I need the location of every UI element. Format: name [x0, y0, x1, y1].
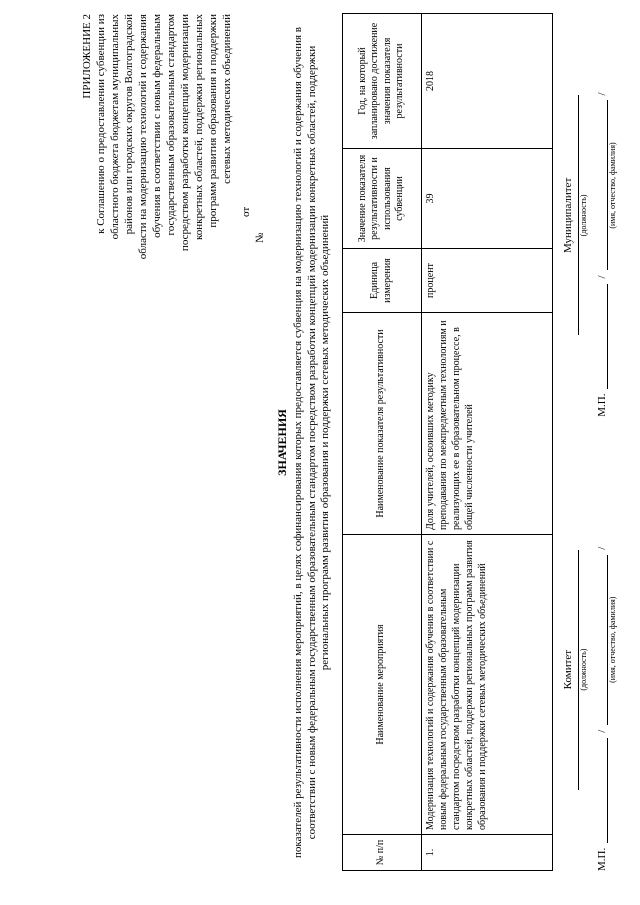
table-row	[421, 14, 552, 871]
col-header-indicator: Наименование показателя результативности	[342, 313, 421, 535]
signature-block-committee	[562, 468, 618, 871]
signature-fio-block	[596, 555, 618, 725]
col-header-num: № п/п	[342, 835, 421, 871]
table-header-row	[342, 14, 421, 871]
document-subtitle: показателей результативности исполнения мероприятий, в целях софинансирования которых предоставляется субвенция на модернизацию технологий и содержания обучения в соответствии с новым федеральным государственным образовательным стандартом посредством разработки концепций модернизации конкретных областей, поддержки региональных программ развития образования и поддержки сетевых методических объединений	[292, 27, 331, 858]
agreement-date-label: от	[240, 206, 252, 217]
slash-mark: /	[595, 92, 608, 96]
col-header-unit: Единица измерения	[342, 249, 421, 313]
appendix-block	[80, 14, 234, 264]
col-header-activity: Наименование мероприятия	[342, 535, 421, 835]
signature-fio-line	[596, 100, 608, 270]
cell-unit: процент	[421, 249, 552, 313]
signature-blank-line	[596, 284, 608, 389]
slash-mark: /	[595, 546, 608, 550]
signature-fio-caption: (имя, отчество, фамилия)	[607, 596, 617, 683]
cell-value: 39	[421, 149, 552, 249]
seal-label: М.П.	[595, 847, 608, 871]
appendix-body: к Соглашению о предоставлении субвенции из областного бюджета бюджетам муниципальных районов или городских округов Волгоградской области на модернизацию технологий и содержания обучения в соответствии с новым федеральным государственным образовательным стандартом посредством разработки концепций модернизации конкретных областей, поддержки региональных программ развития образования и поддержки сетевых методических объединений	[95, 14, 233, 260]
signature-seal-row	[596, 14, 618, 417]
signature-fio-block	[596, 100, 618, 270]
cell-row-number: 1.	[421, 835, 552, 871]
signature-party-name: Муниципалитет	[561, 177, 574, 254]
signature-fio-caption: (имя, отчество, фамилия)	[607, 142, 617, 229]
cell-indicator: Доля учителей, освоивших методику преподавания по межпредметным технологиям и реализующих ее в образовательном процессе, в общей численности учителей	[421, 313, 552, 535]
signature-fio-line	[596, 555, 608, 725]
slash-mark: /	[595, 275, 608, 279]
seal-label: М.П.	[595, 393, 608, 417]
agreement-number-label: №	[254, 232, 266, 243]
appendix-label: ПРИЛОЖЕНИЕ 2	[81, 14, 93, 99]
signature-position-caption: (должность)	[578, 194, 588, 237]
signature-party-name: Комитет	[561, 649, 574, 690]
indicators-table	[342, 13, 553, 871]
signature-block-municipality	[562, 14, 618, 417]
signature-position-caption: (должность)	[578, 648, 588, 691]
slash-mark: /	[595, 729, 608, 733]
signature-blank-line	[596, 738, 608, 843]
cell-year: 2018	[421, 14, 552, 149]
cell-activity: Модернизация технологий и содержания обучения в соответствии с новым федеральным государственным образовательным стандартом посредством разработки концепций модернизации конкретных областей, поддержки региональных программ развития образования и поддержки сетевых методических объединений	[421, 535, 552, 835]
signatures-section	[562, 14, 618, 871]
col-header-year: Год, на который запланировано достижение значения показателя результативности	[342, 14, 421, 149]
col-header-value: Значение показателя результативности и использования субвенции	[342, 149, 421, 249]
signature-seal-row	[596, 468, 618, 871]
document-title: ЗНАЧЕНИЯ	[275, 409, 289, 476]
